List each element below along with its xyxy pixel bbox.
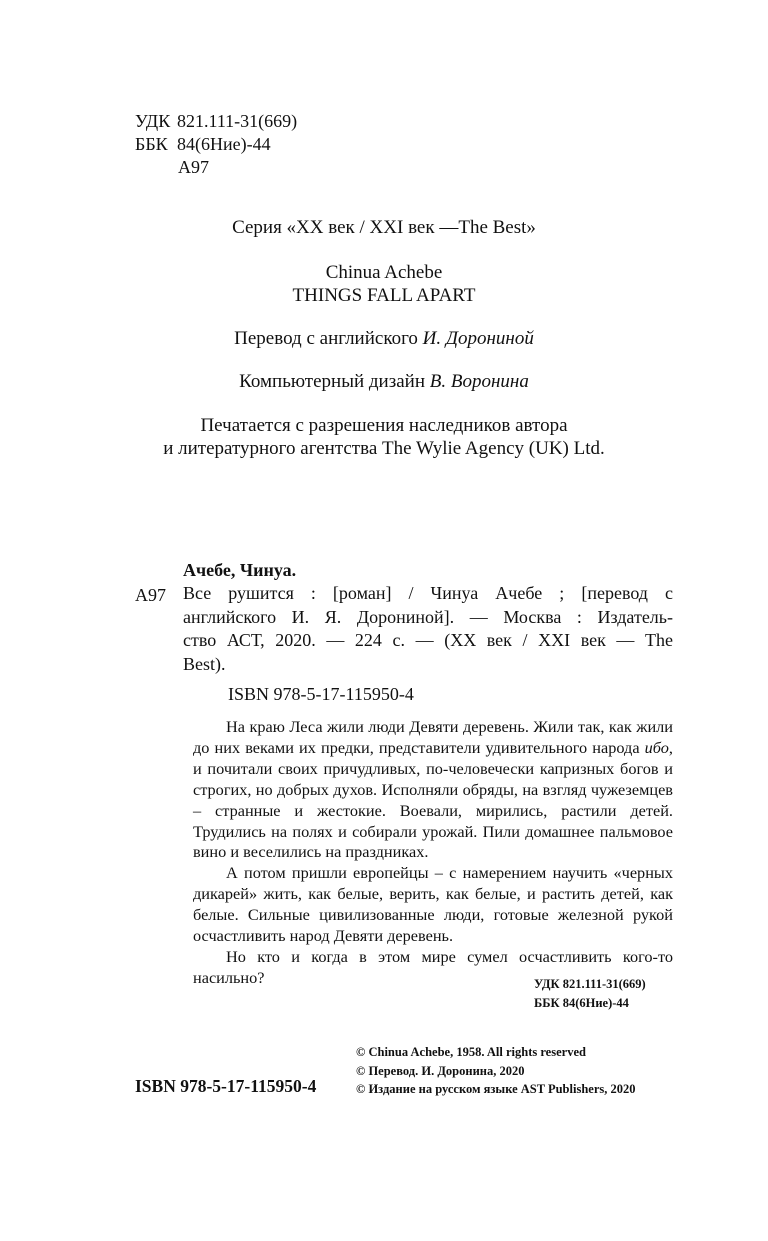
translation-line	[0, 327, 768, 350]
copyright-line: © Перевод. И. Доронина, 2020	[356, 1063, 525, 1078]
catalog-record	[183, 582, 673, 676]
translation-prefix: Перевод с английского	[234, 328, 418, 349]
annotation-text: На краю Леса жили люди Девяти деревень. Жили так, как жили до них веками их предки, представители удивительного народа	[193, 717, 673, 757]
udk-bottom-udk: УДК 821.111-31(669)	[534, 977, 646, 991]
udk-bottom-bbk: ББК 84(6Ние)-44	[534, 995, 629, 1010]
series-line: Серия «XX век / XXI век —The Best»	[232, 217, 536, 238]
copyright-block	[356, 1043, 636, 1099]
original-title: THINGS FALL APART	[292, 285, 476, 306]
bbk-value: 84(6Ние)-44	[177, 134, 271, 154]
permission-line-1: Печатается с разрешения наследников автора	[200, 415, 568, 436]
translator-name: И. Дорониной	[422, 328, 534, 349]
udk-block	[135, 110, 297, 179]
annotation	[193, 717, 673, 989]
annotation-paragraph-3: Но кто и когда в этом мире сумел осчастливить кого-то насильно?	[193, 946, 673, 987]
udk-line	[135, 110, 297, 133]
bbk-label: ББК	[135, 134, 168, 154]
annotation-text: , и почитали своих причудливых, по-человечески капризных богов и строгих, но добрых духов. Исполняли обряды, на взгляд чужеземцев – странные и жестокие. Воевали, мирились, растили детей. Трудились на полях и собирали урожай. Пили домашнее пальмовое вино и веселились на праздниках.	[193, 737, 673, 862]
catalog-mark: А97	[135, 585, 166, 605]
catalog-line: английского И. Я. Дорониной]. — Москва : Издатель-	[183, 606, 673, 627]
copyright-line: © Издание на русском языке AST Publishers, 2020	[356, 1082, 636, 1096]
design-line	[0, 370, 768, 393]
permission-line-2: и литературного агентства The Wylie Agency (UK) Ltd.	[163, 438, 605, 459]
design-prefix: Компьютерный дизайн	[239, 371, 426, 392]
catalog-line: Best).	[183, 653, 226, 674]
bbk-line	[135, 133, 297, 156]
copyright-line: © Chinua Achebe, 1958. All rights reserved	[356, 1045, 586, 1059]
udk-value: 821.111-31(669)	[177, 111, 298, 131]
annotation-italic: ибо	[644, 737, 669, 757]
isbn-bottom: ISBN 978-5-17-115950-4	[135, 1076, 317, 1096]
catalog-line: ство АСТ, 2020. — 224 с. — (XX век / XXI век — The	[183, 630, 673, 650]
author-mark: А97	[178, 157, 209, 177]
udk-label: УДК	[135, 111, 171, 131]
annotation-paragraph-2: А потом пришли европейцы – с намерением научить «черных дикарей» жить, как белые, верить, как белые, и растить детей, как белые. Сильные цивилизованные люди, готовые железной рукой осчастливить народ Девяти деревень.	[193, 863, 673, 946]
catalog-line: Все рушится : [роман] / Чинуа Ачебе ; [перевод с	[183, 583, 673, 603]
catalog-heading: Ачебе, Чинуа.	[183, 560, 297, 580]
annotation-paragraph-1	[193, 717, 673, 863]
original-author: Chinua Achebe	[325, 262, 443, 283]
designer-name: В. Воронина	[429, 371, 529, 392]
udk-bottom	[534, 975, 646, 1012]
catalog-isbn: ISBN 978-5-17-115950-4	[228, 684, 414, 704]
